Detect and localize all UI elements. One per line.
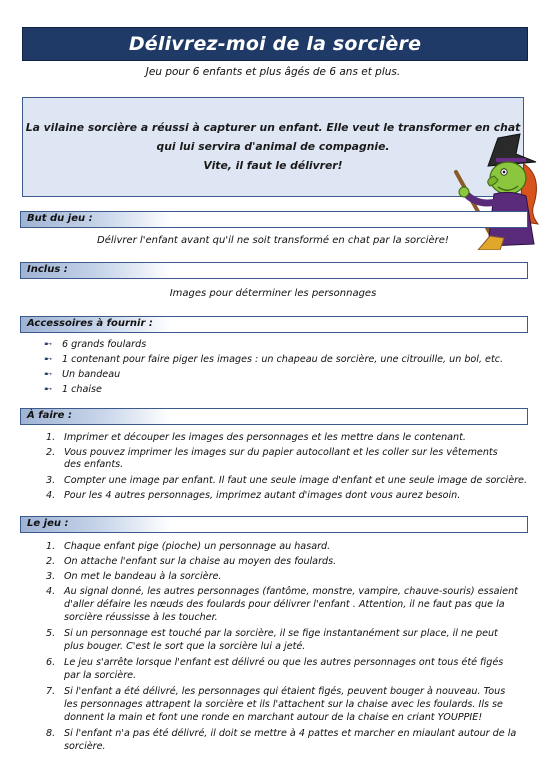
section-header-inclus: [20, 262, 528, 279]
rule-number: 7.: [46, 686, 56, 697]
arrow-bullet-icon: ➸: [44, 384, 53, 395]
subtitle: Jeu pour 6 enfants et plus âgés de 6 ans et plus.: [145, 66, 401, 78]
document-title: Délivrez-moi de la sorcière: [128, 33, 422, 55]
section-header-afaire: [20, 408, 528, 425]
step-text: Compter une image par enfant. Il faut une seule image d'enfant et une seule image de sorcière.: [64, 475, 527, 486]
section-label-accessoires: Accessoires à fournir :: [27, 318, 153, 329]
step-text: Imprimer et découper les images des personnages et les mettre dans le contenant.: [64, 432, 466, 443]
rule-text: les personnages attrapent la sorcière et ils l'attachent sur la chaise avec les foulards. Ils se: [64, 699, 503, 710]
rule-text: Chaque enfant pige (pioche) un personnage au hasard.: [64, 541, 331, 552]
rule-text: sorcière.: [64, 741, 106, 752]
rule-number: 4.: [46, 586, 56, 597]
step-text: Pour les 4 autres personnages, imprimez autant d'images dont vous aurez besoin.: [64, 490, 461, 501]
intro-line-3: Vite, il faut le délivrer!: [203, 159, 343, 172]
rule-text: Si l'enfant a été délivré, les personnages qui étaient figés, peuvent bouger à nouveau. Tous: [64, 686, 506, 697]
rule-text: Si un personnage est touché par la sorcière, il se fige instantanément sur place, il ne peut: [64, 628, 498, 639]
arrow-bullet-icon: ➸: [44, 354, 53, 365]
rule-text: On met le bandeau à la sorcière.: [64, 571, 222, 582]
step-number: 1.: [46, 432, 56, 443]
rule-text: Le jeu s'arrête lorsque l'enfant est délivré ou que les autres personnages ont tous été figés: [64, 657, 504, 668]
section-label-but: But du jeu :: [27, 213, 93, 224]
accessory-item: 1 contenant pour faire piger les images : un chapeau de sorcière, une citrouille, un bol, etc.: [62, 354, 504, 365]
step-text: Vous pouvez imprimer les images sur du papier autocollant et les coller sur les vêtements: [64, 447, 498, 458]
arrow-bullet-icon: ➸: [44, 339, 53, 350]
section-label-jeu: Le jeu :: [27, 518, 69, 529]
rule-text: Si l'enfant n'a pas été délivré, il doit se mettre à 4 pattes et marcher en miaulant autour de la: [64, 728, 517, 739]
intro-line-2: qui lui servira d'animal de compagnie.: [156, 140, 390, 153]
intro-line-1: La vilaine sorcière a réussi à capturer un enfant. Elle veut le transformer en chat: [25, 121, 521, 134]
accessory-item: 1 chaise: [62, 384, 102, 395]
rule-text: donnent la main et font une ronde en marchant autour de la chaise en criant YOUPPIE!: [64, 712, 483, 723]
rule-text: plus bouger. C'est le sort que la sorcière lui a jeté.: [64, 641, 306, 652]
but-text: Délivrer l'enfant avant qu'il ne soit transformé en chat par la sorcière!: [97, 235, 449, 246]
inclus-text: Images pour déterminer les personnages: [169, 288, 377, 299]
section-label-inclus: Inclus :: [27, 264, 68, 275]
rule-text: On attache l'enfant sur la chaise au moyen des foulards.: [64, 556, 337, 567]
accessory-item: Un bandeau: [62, 369, 121, 380]
rule-number: 8.: [46, 728, 56, 739]
section-header-accessoires: [20, 316, 528, 333]
section-header-but: [20, 211, 528, 228]
step-number: 4.: [46, 490, 56, 501]
rule-number: 5.: [46, 628, 56, 639]
step-text: des enfants.: [64, 459, 124, 470]
title-banner: [22, 27, 528, 61]
arrow-bullet-icon: ➸: [44, 369, 53, 380]
rule-number: 2.: [46, 556, 56, 567]
accessory-item: 6 grands foulards: [62, 339, 147, 350]
rule-text: d'aller défaire les nœuds des foulards pour délivrer l'enfant . Attention, il ne faut pas que la: [64, 599, 505, 610]
section-label-afaire: À faire :: [27, 410, 72, 421]
rule-number: 3.: [46, 571, 56, 582]
rule-text: sorcière réussisse à les toucher.: [64, 612, 218, 623]
step-number: 2.: [46, 447, 56, 458]
rule-number: 1.: [46, 541, 56, 552]
rule-number: 6.: [46, 657, 56, 668]
rule-text: Au signal donné, les autres personnages (fantôme, monstre, vampire, chauve-souris) essaient: [64, 586, 518, 597]
witch-illustration: [438, 132, 546, 250]
step-number: 3.: [46, 475, 56, 486]
rule-text: par la sorcière.: [64, 670, 137, 681]
section-header-jeu: [20, 516, 528, 533]
